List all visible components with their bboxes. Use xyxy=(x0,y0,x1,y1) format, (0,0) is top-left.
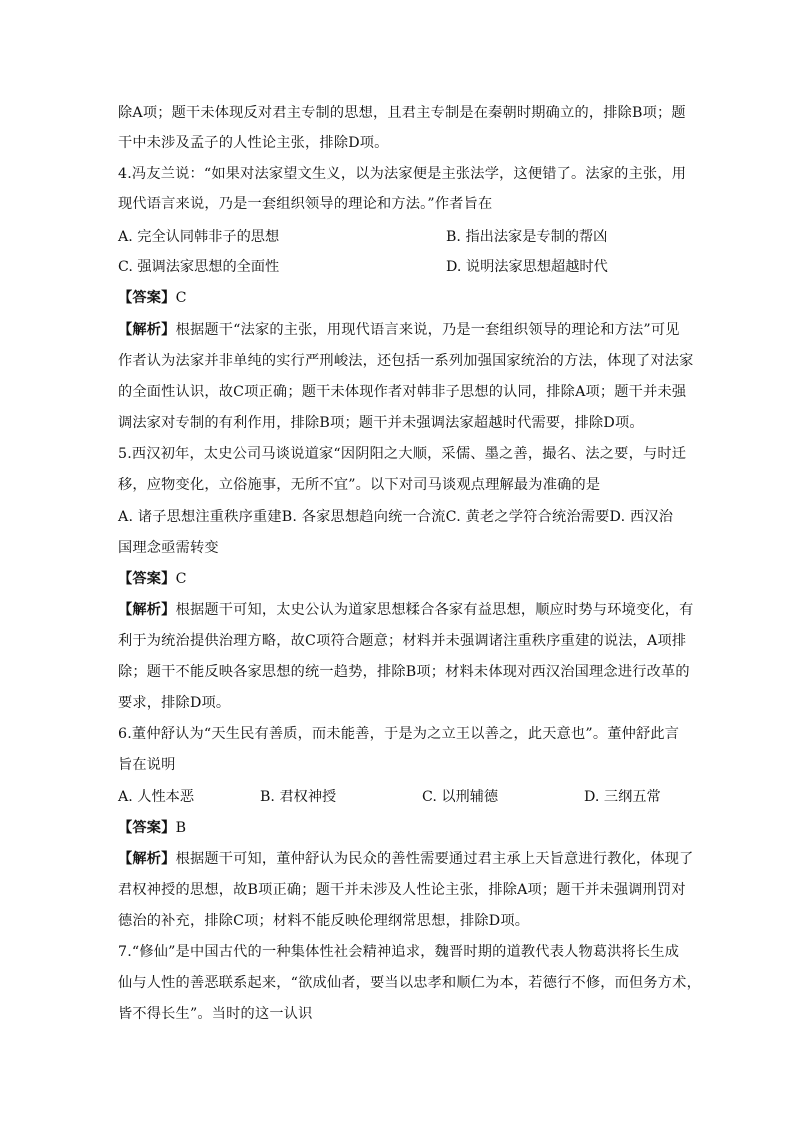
q4-option-c: C. 强调法家思想的全面性 xyxy=(118,259,280,275)
q4-option-b: B. 指出法家是专制的帮凶 xyxy=(446,229,608,245)
question-6-stem: 6.董仲舒认为“天生民有善质，而未能善，于是为之立王以善之，此天意也”。董仲舒此言 xyxy=(118,726,680,742)
q4-explanation: 调法家对专制的有利作用，排除B项；题干并未强调法家超越时代需要，排除D项。 xyxy=(118,415,644,431)
q6-option-c: C. 以刑辅德 xyxy=(422,789,499,805)
q4-explanation: 作者认为法家并非单纯的实行严刑峻法，还包括一系列加强国家统治的方法，体现了对法家 xyxy=(118,353,694,369)
answer-value: C xyxy=(175,571,187,587)
q5-explanation: 要求，排除D项。 xyxy=(118,695,231,711)
explanation-text: 根据题干“法家的主张，用现代语言来说，乃是一套组织领导的理论和方法”可见 xyxy=(175,322,680,338)
question-6-stem: 旨在说明 xyxy=(118,757,176,773)
question-4-stem: 4.冯友兰说：“如果对法家望文生义，以为法家便是主张法学，这便错了。法家的主张，用 xyxy=(118,166,687,182)
question-5-stem: 5.西汉初年，太史公司马谈说道家“因阴阳之大顺，采儒、墨之善，撮名、法之要，与时迁 xyxy=(118,446,687,462)
explanation-label: 【解析】 xyxy=(118,602,176,618)
text-line: 除A项；题干未体现反对君主专制的思想，且君主专制是在秦朝时期确立的，排除B项；题 xyxy=(118,105,686,121)
answer-value: C xyxy=(175,290,187,306)
question-4-stem: 现代语言来说，乃是一套组织领导的理论和方法。”作者旨在 xyxy=(118,196,493,212)
q4-option-d: D. 说明法家思想超越时代 xyxy=(446,259,608,275)
q5-answer xyxy=(118,569,678,589)
q6-explanation xyxy=(118,849,694,869)
q6-option-b: B. 君权神授 xyxy=(260,789,337,805)
answer-value: B xyxy=(175,820,187,836)
answer-label: 【答案】 xyxy=(118,571,176,587)
q4-explanation: 的全面性认识，故C项正确；题干未体现作者对韩非子思想的认同，排除A项；题干并未强 xyxy=(118,384,687,400)
question-5-stem: 移，应物变化，立俗施事，无所不宜”。以下对司马谈观点理解最为准确的是 xyxy=(118,477,601,493)
q6-option-a: A. 人性本恶 xyxy=(118,789,195,805)
q4-answer xyxy=(118,288,678,308)
q6-option-d: D. 三纲五常 xyxy=(584,789,661,805)
explanation-text: 根据题干可知，太史公认为道家思想糅合各家有益思想，顺应时势与环境变化，有 xyxy=(175,602,694,618)
q5-explanation: 除；题干不能反映各家思想的统一趋势，排除B项；材料未体现对西汉治国理念进行改革的 xyxy=(118,664,690,680)
q5-options: A. 诸子思想注重秩序重建B. 各家思想趋向统一合流C. 黄老之学符合统治需要D. 西汉治 xyxy=(118,509,674,525)
q5-explanation xyxy=(118,600,694,620)
text-line: 干中未涉及孟子的人性论主张，排除D项。 xyxy=(118,135,389,151)
q6-explanation: 君权神授的思想，故B项正确；题干并未涉及人性论主张，排除A项；题干并未强调刑罚对 xyxy=(118,882,686,898)
explanation-label: 【解析】 xyxy=(118,322,176,338)
q5-options: 国理念亟需转变 xyxy=(118,540,219,556)
answer-label: 【答案】 xyxy=(118,290,176,306)
question-7-stem: 仙与人性的善恶联系起来，“欲成仙者，要当以忠孝和顺仁为本，若德行不修，而但务方术， xyxy=(118,975,701,991)
answer-label: 【答案】 xyxy=(118,820,176,836)
q6-explanation: 德治的补充，排除C项；材料不能反映伦理纲常思想，排除D项。 xyxy=(118,913,530,929)
q5-explanation: 利于为统治提供治理方略，故C项符合题意；材料并未强调诸注重秩序重建的说法，A项排 xyxy=(118,633,687,649)
q4-option-a: A. 完全认同韩非子的思想 xyxy=(118,229,280,245)
question-7-stem: 7.“修仙”是中国古代的一种集体性社会精神追求，魏晋时期的道教代表人物葛洪将长生成 xyxy=(118,944,680,960)
q6-answer xyxy=(118,818,678,838)
question-7-stem: 皆不得长生”。当时的这一认识 xyxy=(118,1006,313,1022)
q4-explanation xyxy=(118,320,678,340)
explanation-label: 【解析】 xyxy=(118,851,176,867)
explanation-text: 根据题干可知，董仲舒认为民众的善性需要通过君主承上天旨意进行教化，体现了 xyxy=(175,851,694,867)
